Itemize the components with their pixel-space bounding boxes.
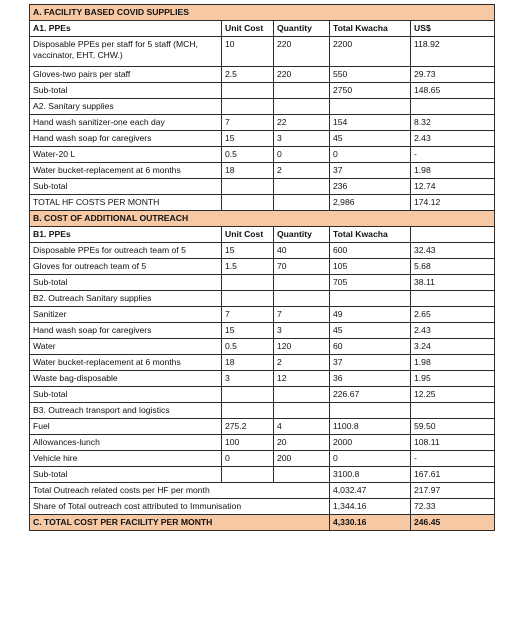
unit-cost-cell: 7 [222, 115, 274, 131]
cost-table [29, 4, 495, 531]
kwacha-cell: 2000 [330, 435, 411, 451]
unit-cost-cell [222, 195, 274, 211]
unit-cost-cell: 15 [222, 323, 274, 339]
kwacha-cell: 1100.8 [330, 419, 411, 435]
kwacha-cell: 60 [330, 339, 411, 355]
item-cell: Water bucket-replacement at 6 months [30, 355, 222, 371]
quantity-cell: 220 [274, 67, 330, 83]
column-header: Unit Cost [222, 227, 274, 243]
unit-cost-cell: 18 [222, 355, 274, 371]
quantity-cell [274, 99, 330, 115]
table-row [30, 83, 495, 99]
usd-cell: 12.25 [411, 387, 495, 403]
table-row [30, 179, 495, 195]
item-cell: Sub-total [30, 275, 222, 291]
column-header: Quantity [274, 227, 330, 243]
item-cell: Sub-total [30, 387, 222, 403]
unit-cost-cell [222, 467, 274, 483]
table-row [30, 195, 495, 211]
kwacha-cell [330, 99, 411, 115]
table-row [30, 115, 495, 131]
usd-cell: 2.43 [411, 323, 495, 339]
kwacha-cell: 2200 [330, 37, 411, 67]
section-title: B. COST OF ADDITIONAL OUTREACH [30, 211, 495, 227]
quantity-cell: 70 [274, 259, 330, 275]
usd-cell: 12.74 [411, 179, 495, 195]
kwacha-cell: 550 [330, 67, 411, 83]
kwacha-cell: 2750 [330, 83, 411, 99]
usd-cell: 2.65 [411, 307, 495, 323]
column-header: US$ [411, 21, 495, 37]
kwacha-cell: 0 [330, 147, 411, 163]
kwacha-cell: 1,344.16 [330, 499, 411, 515]
usd-cell: 59.50 [411, 419, 495, 435]
table-row [30, 99, 495, 115]
item-cell: B2. Outreach Sanitary supplies [30, 291, 222, 307]
table-row [30, 131, 495, 147]
usd-cell [411, 99, 495, 115]
unit-cost-cell [222, 83, 274, 99]
section-a-header [30, 5, 495, 21]
table-row [30, 403, 495, 419]
unit-cost-cell: 3 [222, 371, 274, 387]
table-row [30, 467, 495, 483]
item-cell: Hand wash soap for caregivers [30, 131, 222, 147]
unit-cost-cell: 275.2 [222, 419, 274, 435]
kwacha-cell: 105 [330, 259, 411, 275]
unit-cost-cell [222, 291, 274, 307]
unit-cost-cell [222, 387, 274, 403]
table-row [30, 307, 495, 323]
quantity-cell: 3 [274, 131, 330, 147]
grand-total-usd: 246.45 [411, 515, 495, 531]
summary-row [30, 483, 495, 499]
table-row [30, 147, 495, 163]
item-cell: Fuel [30, 419, 222, 435]
item-cell: Disposable PPEs for outreach team of 5 [30, 243, 222, 259]
table-row [30, 323, 495, 339]
unit-cost-cell: 0.5 [222, 339, 274, 355]
column-header: Total Kwacha [330, 21, 411, 37]
table-row [30, 291, 495, 307]
usd-cell: - [411, 147, 495, 163]
usd-cell [411, 291, 495, 307]
item-cell: Water bucket-replacement at 6 months [30, 163, 222, 179]
section-title: A. FACILITY BASED COVID SUPPLIES [30, 5, 495, 21]
table-row [30, 355, 495, 371]
kwacha-cell: 4,032.47 [330, 483, 411, 499]
table-row [30, 67, 495, 83]
item-cell: Sanitizer [30, 307, 222, 323]
item-cell: Sub-total [30, 83, 222, 99]
column-header-row [30, 227, 495, 243]
kwacha-cell [330, 403, 411, 419]
item-cell: Water [30, 339, 222, 355]
quantity-cell: 0 [274, 147, 330, 163]
kwacha-cell: 45 [330, 131, 411, 147]
usd-cell: 29.73 [411, 67, 495, 83]
unit-cost-cell: 0 [222, 451, 274, 467]
grand-total-row [30, 515, 495, 531]
quantity-cell: 200 [274, 451, 330, 467]
kwacha-cell: 154 [330, 115, 411, 131]
kwacha-cell: 0 [330, 451, 411, 467]
unit-cost-cell [222, 403, 274, 419]
column-header: A1. PPEs [30, 21, 222, 37]
usd-cell: 167.61 [411, 467, 495, 483]
kwacha-cell: 49 [330, 307, 411, 323]
item-cell: Hand wash soap for caregivers [30, 323, 222, 339]
item-cell: A2. Sanitary supplies [30, 99, 222, 115]
item-cell: TOTAL HF COSTS PER MONTH [30, 195, 222, 211]
usd-cell: 8.32 [411, 115, 495, 131]
quantity-cell: 220 [274, 37, 330, 67]
unit-cost-cell [222, 179, 274, 195]
table-row [30, 371, 495, 387]
summary-row [30, 499, 495, 515]
column-header-row [30, 21, 495, 37]
item-cell: Disposable PPEs per staff for 5 staff (MCH, vaccinator, EHT, CHW.) [30, 37, 222, 67]
kwacha-cell: 37 [330, 355, 411, 371]
quantity-cell [274, 387, 330, 403]
usd-cell: 217.97 [411, 483, 495, 499]
kwacha-cell: 45 [330, 323, 411, 339]
table-row [30, 435, 495, 451]
usd-cell: 3.24 [411, 339, 495, 355]
unit-cost-cell [222, 275, 274, 291]
item-cell: Allowances-lunch [30, 435, 222, 451]
column-header: Unit Cost [222, 21, 274, 37]
usd-cell: 1.95 [411, 371, 495, 387]
kwacha-cell [330, 291, 411, 307]
item-cell: Gloves for outreach team of 5 [30, 259, 222, 275]
table-row [30, 451, 495, 467]
grand-total-kwacha: 4,330.16 [330, 515, 411, 531]
quantity-cell: 12 [274, 371, 330, 387]
usd-cell: - [411, 451, 495, 467]
item-cell: Water-20 L [30, 147, 222, 163]
usd-cell: 32.43 [411, 243, 495, 259]
quantity-cell: 2 [274, 163, 330, 179]
usd-cell: 38.11 [411, 275, 495, 291]
quantity-cell: 3 [274, 323, 330, 339]
cost-table-container [29, 4, 494, 531]
table-row [30, 339, 495, 355]
unit-cost-cell: 15 [222, 131, 274, 147]
column-header: B1. PPEs [30, 227, 222, 243]
kwacha-cell: 600 [330, 243, 411, 259]
usd-cell: 148.65 [411, 83, 495, 99]
kwacha-cell: 705 [330, 275, 411, 291]
column-header: Quantity [274, 21, 330, 37]
unit-cost-cell: 100 [222, 435, 274, 451]
usd-cell: 174.12 [411, 195, 495, 211]
quantity-cell: 40 [274, 243, 330, 259]
unit-cost-cell: 1.5 [222, 259, 274, 275]
quantity-cell: 22 [274, 115, 330, 131]
kwacha-cell: 226.67 [330, 387, 411, 403]
unit-cost-cell: 2.5 [222, 67, 274, 83]
section-b-header [30, 211, 495, 227]
unit-cost-cell: 18 [222, 163, 274, 179]
quantity-cell [274, 275, 330, 291]
quantity-cell: 7 [274, 307, 330, 323]
unit-cost-cell: 7 [222, 307, 274, 323]
item-cell: B3. Outreach transport and logistics [30, 403, 222, 419]
item-cell: Sub-total [30, 467, 222, 483]
kwacha-cell: 36 [330, 371, 411, 387]
summary-label: Share of Total outreach cost attributed to Immunisation [30, 499, 330, 515]
kwacha-cell: 3100.8 [330, 467, 411, 483]
quantity-cell: 4 [274, 419, 330, 435]
quantity-cell [274, 467, 330, 483]
item-cell: Waste bag-disposable [30, 371, 222, 387]
item-cell: Sub-total [30, 179, 222, 195]
item-cell: Hand wash sanitizer-one each day [30, 115, 222, 131]
table-row [30, 419, 495, 435]
unit-cost-cell [222, 99, 274, 115]
table-row [30, 275, 495, 291]
table-row [30, 387, 495, 403]
unit-cost-cell: 10 [222, 37, 274, 67]
usd-cell: 118.92 [411, 37, 495, 67]
unit-cost-cell: 0.5 [222, 147, 274, 163]
column-header [411, 227, 495, 243]
usd-cell [411, 403, 495, 419]
quantity-cell [274, 179, 330, 195]
quantity-cell [274, 291, 330, 307]
quantity-cell [274, 83, 330, 99]
quantity-cell: 2 [274, 355, 330, 371]
usd-cell: 1.98 [411, 355, 495, 371]
quantity-cell: 20 [274, 435, 330, 451]
quantity-cell: 120 [274, 339, 330, 355]
summary-label: Total Outreach related costs per HF per month [30, 483, 330, 499]
table-row [30, 37, 495, 67]
usd-cell: 1.98 [411, 163, 495, 179]
kwacha-cell: 2,986 [330, 195, 411, 211]
usd-cell: 5.68 [411, 259, 495, 275]
unit-cost-cell: 15 [222, 243, 274, 259]
item-cell: Vehicle hire [30, 451, 222, 467]
table-row [30, 163, 495, 179]
table-row [30, 243, 495, 259]
quantity-cell [274, 403, 330, 419]
usd-cell: 72.33 [411, 499, 495, 515]
kwacha-cell: 236 [330, 179, 411, 195]
table-row [30, 259, 495, 275]
grand-total-label: C. TOTAL COST PER FACILITY PER MONTH [30, 515, 330, 531]
column-header: Total Kwacha [330, 227, 411, 243]
usd-cell: 2.43 [411, 131, 495, 147]
usd-cell: 108.11 [411, 435, 495, 451]
item-cell: Gloves-two pairs per staff [30, 67, 222, 83]
quantity-cell [274, 195, 330, 211]
kwacha-cell: 37 [330, 163, 411, 179]
